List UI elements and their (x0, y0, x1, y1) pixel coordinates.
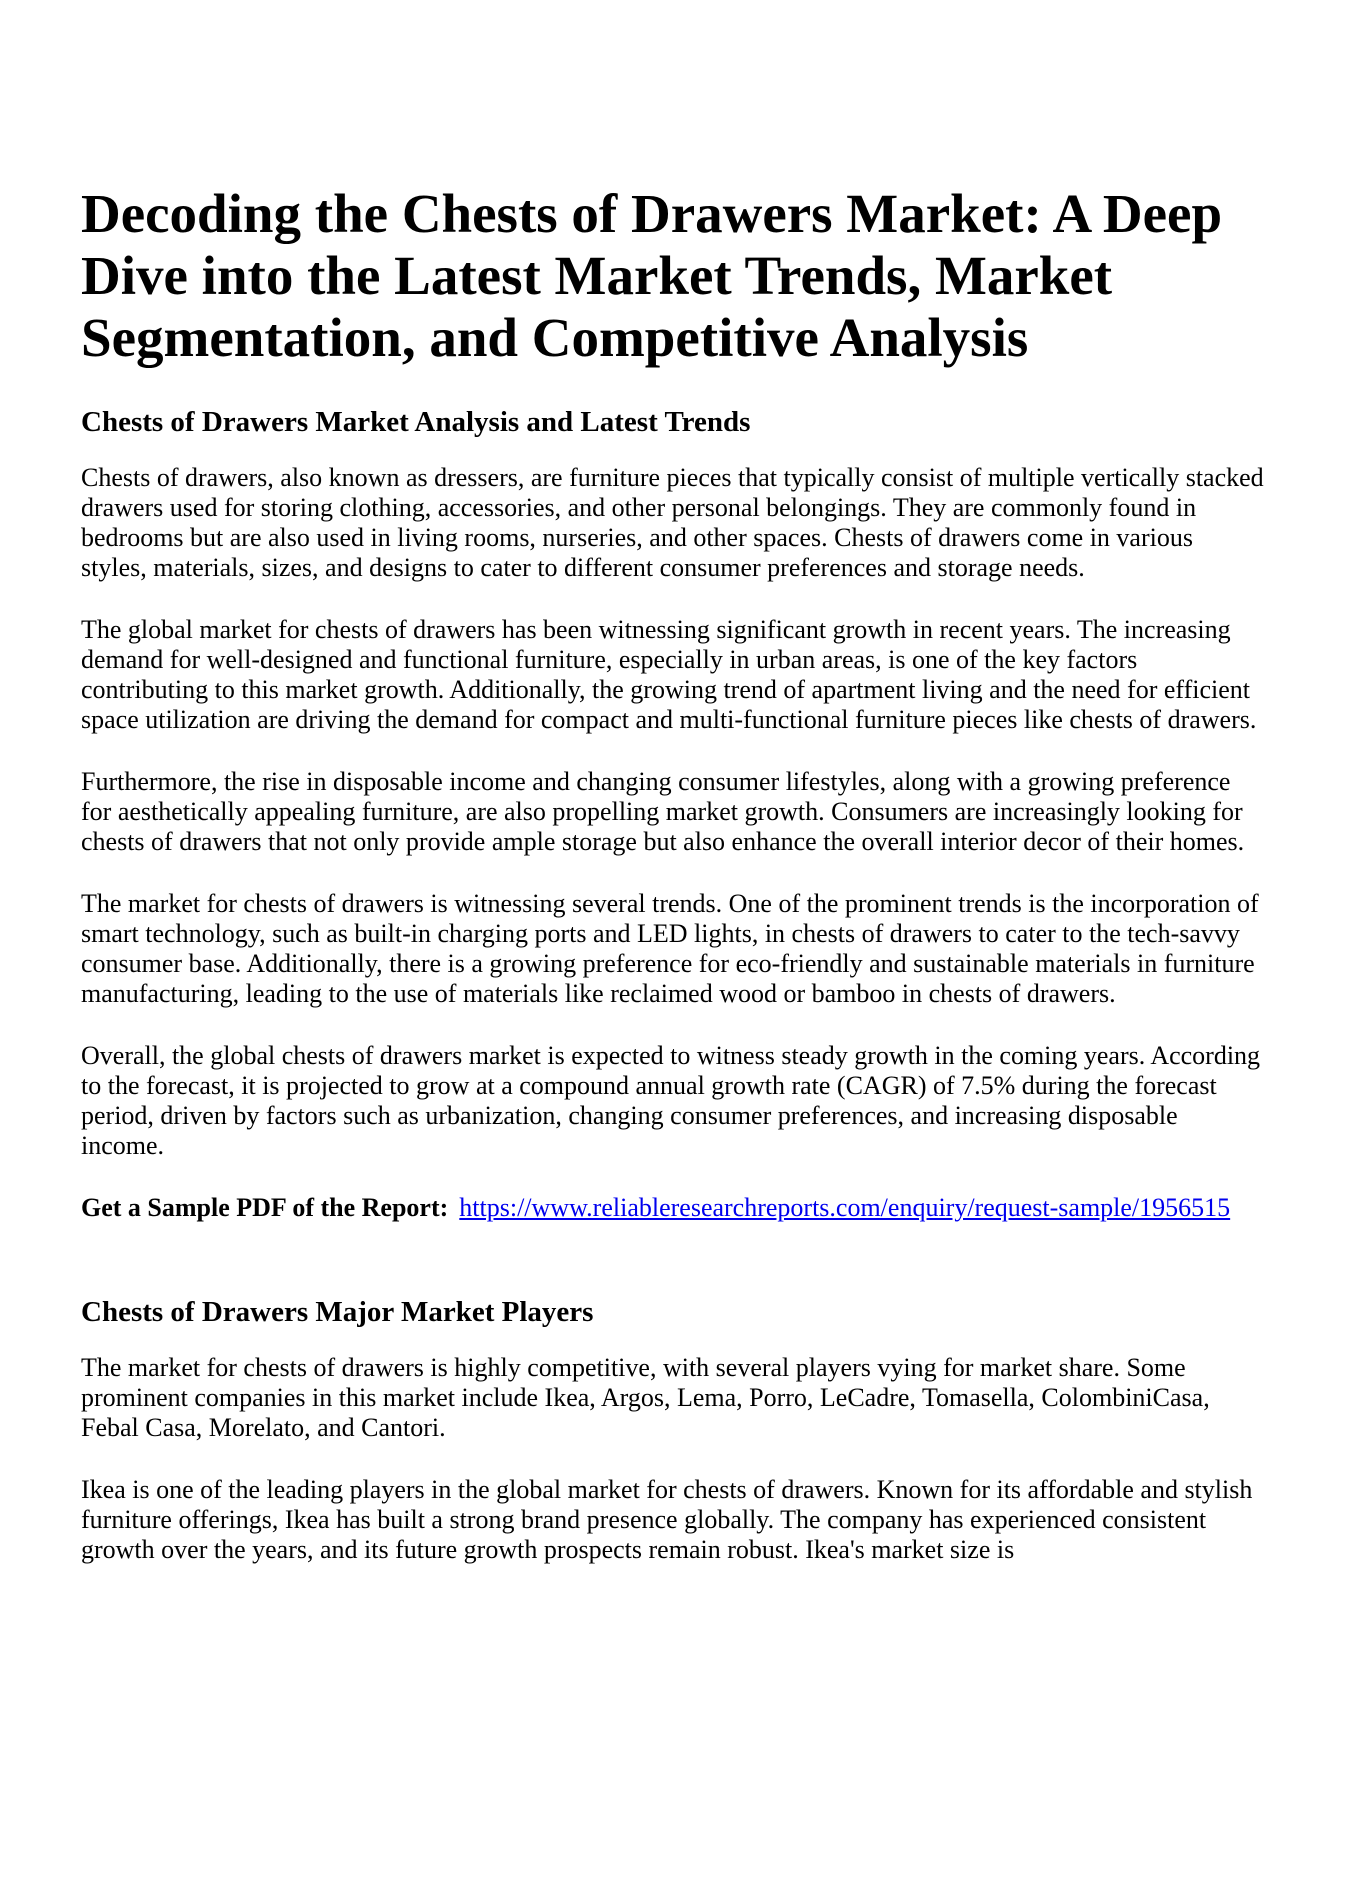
paragraph-intro: Chests of drawers, also known as dressers, are furniture pieces that typically consist of multiple vertically stacked drawers used for storing clothing, accessories, and other personal belongings. They are commonly found in bedrooms but are also used in living rooms, nurseries, and other spaces. Chests of drawers come in various styles, materials, sizes, and designs to cater to different consumer preferences and storage needs. (81, 463, 1264, 582)
paragraph-cagr-forecast: Overall, the global chests of drawers market is expected to witness steady growth in the coming years. According to the forecast, it is projected to grow at a compound annual growth rate (CAGR) of 7.5% during the forecast period, driven by factors such as urbanization, changing consumer preferences, and increasing disposable income. (81, 1041, 1261, 1160)
sample-pdf-label: Get a Sample PDF of the Report: (81, 1193, 449, 1222)
paragraph-global-market-growth: The global market for chests of drawers has been witnessing significant growth in recent years. The increasing demand for well-designed and functional furniture, especially in urban areas, is one of the key factors contributing to this market growth. Additionally, the growing trend of apartment living and the need for efficient space utilization are driving the demand for compact and multi-functional furniture pieces like chests of drawers. (81, 615, 1257, 734)
page-title: Decoding the Chests of Drawers Market: A Deep Dive into the Latest Market Trends, Market Segmentation, and Competitive Analysis (81, 183, 1223, 368)
paragraph-competitive-landscape: The market for chests of drawers is highly competitive, with several players vying for market share. Some prominent companies in this market include Ikea, Argos, Lema, Porro, LeCadre, Tomasella, ColombiniCasa, Febal Casa, Morelato, and Cantori. (81, 1353, 1210, 1442)
section-heading-major-market-players: Chests of Drawers Major Market Players (81, 1296, 594, 1328)
section-heading-market-analysis: Chests of Drawers Market Analysis and Latest Trends (81, 406, 751, 438)
paragraph-disposable-income: Furthermore, the rise in disposable income and changing consumer lifestyles, along with a growing preference for aesthetically appealing furniture, are also propelling market growth. Consumers are increasingly looking for chests of drawers that not only provide ample storage but also enhance the overall interior decor of their homes. (81, 767, 1245, 856)
paragraph-market-trends: The market for chests of drawers is witnessing several trends. One of the prominent trends is the incorporation of smart technology, such as built-in charging ports and LED lights, in chests of drawers to cater to the tech-savvy consumer base. Additionally, there is a growing preference for eco-friendly and sustainable materials in furniture manufacturing, leading to the use of materials like reclaimed wood or bamboo in chests of drawers. (81, 889, 1259, 1008)
sample-request-link[interactable]: https://www.reliableresearchreports.com/enquiry/request-sample/1956515 (459, 1193, 1231, 1222)
paragraph-ikea-overview: Ikea is one of the leading players in the global market for chests of drawers. Known for its affordable and stylish furniture offerings, Ikea has built a strong brand presence globally. The company has experienced consistent growth over the years, and its future growth prospects remain robust. Ikea's market size is (81, 1475, 1253, 1564)
sample-pdf-line (81, 1193, 1264, 1223)
